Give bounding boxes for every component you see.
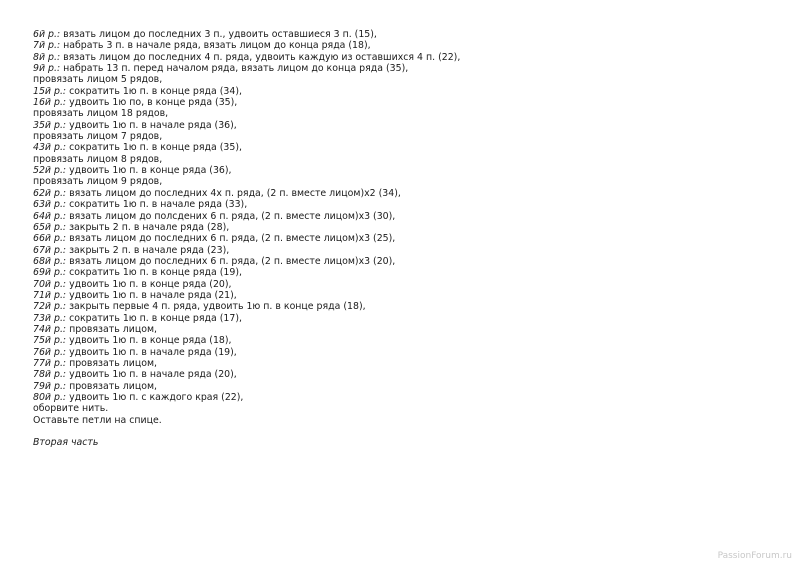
instruction-line [33,301,773,312]
instruction-line [33,188,773,199]
instruction-line [33,313,773,324]
instruction-line [33,392,773,403]
row-text: оборвите нить. [33,403,109,415]
instruction-line [33,290,773,301]
instruction-line [33,131,773,142]
row-text: провязать лицом 18 рядов, [33,108,169,120]
instruction-line [33,279,773,290]
row-label: 66й р.: [33,233,67,245]
row-label: 7й р.: [33,40,61,52]
row-text: удвоить 1ю п. с каждого края (22), [66,392,244,403]
row-text: набрать 13 п. перед началом ряда, вязать лицом до конца ряда (35), [60,63,409,75]
row-text: провязать лицом, [66,380,158,392]
instruction-line [33,52,773,63]
instruction-line [33,415,773,426]
instruction-line [33,324,773,335]
row-text: провязать лицом, [66,357,158,369]
instruction-line [33,335,773,346]
row-text: закрыть 2 п. в начале ряда (23), [66,244,230,256]
row-label: 71й р.: [33,289,67,301]
row-label: 65й р.: [33,221,67,233]
row-label: 15й р.: [33,85,67,97]
row-text: вязать лицом до последних 6 п. ряда, (2 п. вместе лицом)х3 (25), [66,233,396,245]
document-body [33,29,773,449]
row-text: вязать лицом до последних 4х п. ряда, (2 п. вместе лицом)х2 (34), [66,187,401,199]
instruction-line [33,199,773,210]
row-text: удвоить 1ю п. в конце ряда (20), [66,278,232,290]
row-label: 35й р.: [33,119,67,131]
row-label: 68й р.: [33,255,67,267]
row-text: набрать 3 п. в начале ряда, вязать лицом до конца ряда (18), [60,40,371,52]
row-text: сократить 1ю п. в конце ряда (17), [66,312,242,324]
row-label: 74й р.: [33,323,67,335]
row-text: сократить 1ю п. в конце ряда (34), [66,85,242,97]
instruction-line [33,120,773,131]
instruction-line [33,381,773,392]
instruction-line [33,154,773,165]
instruction-line [33,233,773,244]
row-text: сократить 1ю п. в начале ряда (33), [66,199,248,211]
row-text: провязать лицом 7 рядов, [33,131,163,143]
row-label: 64й р.: [33,210,67,222]
row-label: 78й р.: [33,369,67,381]
instruction-line [33,256,773,267]
row-label: 8й р.: [33,51,61,63]
row-text: удвоить 1ю п. в конце ряда (18), [66,335,232,347]
row-label: 16й р.: [33,97,67,109]
row-text: сократить 1ю п. в конце ряда (19), [66,267,242,279]
spacer [33,426,773,437]
row-text: провязать лицом, [66,323,158,335]
row-text: вязать лицом до полсдених 6 п. ряда, (2 п. вместе лицом)х3 (30), [66,210,396,222]
row-text: удвоить 1ю п. в начале ряда (19), [66,346,237,358]
row-label: 6й р.: [33,29,61,40]
row-label: 77й р.: [33,357,67,369]
row-label: 62й р.: [33,187,67,199]
row-label: 52й р.: [33,165,67,177]
row-label: 43й р.: [33,142,67,154]
instruction-line [33,358,773,369]
instruction-line [33,74,773,85]
instruction-line [33,267,773,278]
instruction-line [33,97,773,108]
row-label: 79й р.: [33,380,67,392]
instruction-lines [33,29,773,426]
row-label: 80й р.: [33,392,67,403]
row-text: провязать лицом 5 рядов, [33,74,163,86]
row-text: Оставьте петли на спице. [33,414,162,426]
instruction-line [33,142,773,153]
row-text: вязать лицом до последних 4 п. ряда, удвоить каждую из оставшихся 4 п. (22), [60,51,461,63]
watermark: PassionForum.ru [717,551,792,561]
row-label: 63й р.: [33,199,67,211]
row-text: закрыть первые 4 п. ряда, удвоить 1ю п. в конце ряда (18), [66,301,366,313]
row-text: удвоить 1ю по, в конце ряда (35), [66,97,238,109]
row-text: вязать лицом до последних 3 п., удвоить оставшиеся 3 п. (15), [60,29,377,40]
row-label: 75й р.: [33,335,67,347]
instruction-line [33,165,773,176]
row-label: 69й р.: [33,267,67,279]
instruction-line [33,211,773,222]
row-text: удвоить 1ю п. в конце ряда (36), [66,165,232,177]
instruction-line [33,369,773,380]
row-text: провязать лицом 9 рядов, [33,176,163,188]
instruction-line [33,40,773,51]
row-text: удвоить 1ю п. в начале ряда (36), [66,119,237,131]
row-label: 70й р.: [33,278,67,290]
row-text: удвоить 1ю п. в начале ряда (20), [66,369,237,381]
row-label: 73й р.: [33,312,67,324]
row-text: закрыть 2 п. в начале ряда (28), [66,221,230,233]
row-label: 67й р.: [33,244,67,256]
instruction-line [33,86,773,97]
instruction-line [33,347,773,358]
row-label: 76й р.: [33,346,67,358]
instruction-line [33,222,773,233]
instruction-line [33,176,773,187]
instruction-line [33,403,773,414]
row-text: вязать лицом до последних 6 п. ряда, (2 п. вместе лицом)х3 (20), [66,255,396,267]
instruction-line [33,63,773,74]
row-label: 9й р.: [33,63,61,75]
row-text: провязать лицом 8 рядов, [33,153,163,165]
row-label: 72й р.: [33,301,67,313]
instruction-line [33,29,773,40]
row-text: сократить 1ю п. в конце ряда (35), [66,142,242,154]
instruction-line [33,108,773,119]
instruction-line [33,245,773,256]
row-text: удвоить 1ю п. в начале ряда (21), [66,289,237,301]
section-title: Вторая часть [33,437,99,449]
